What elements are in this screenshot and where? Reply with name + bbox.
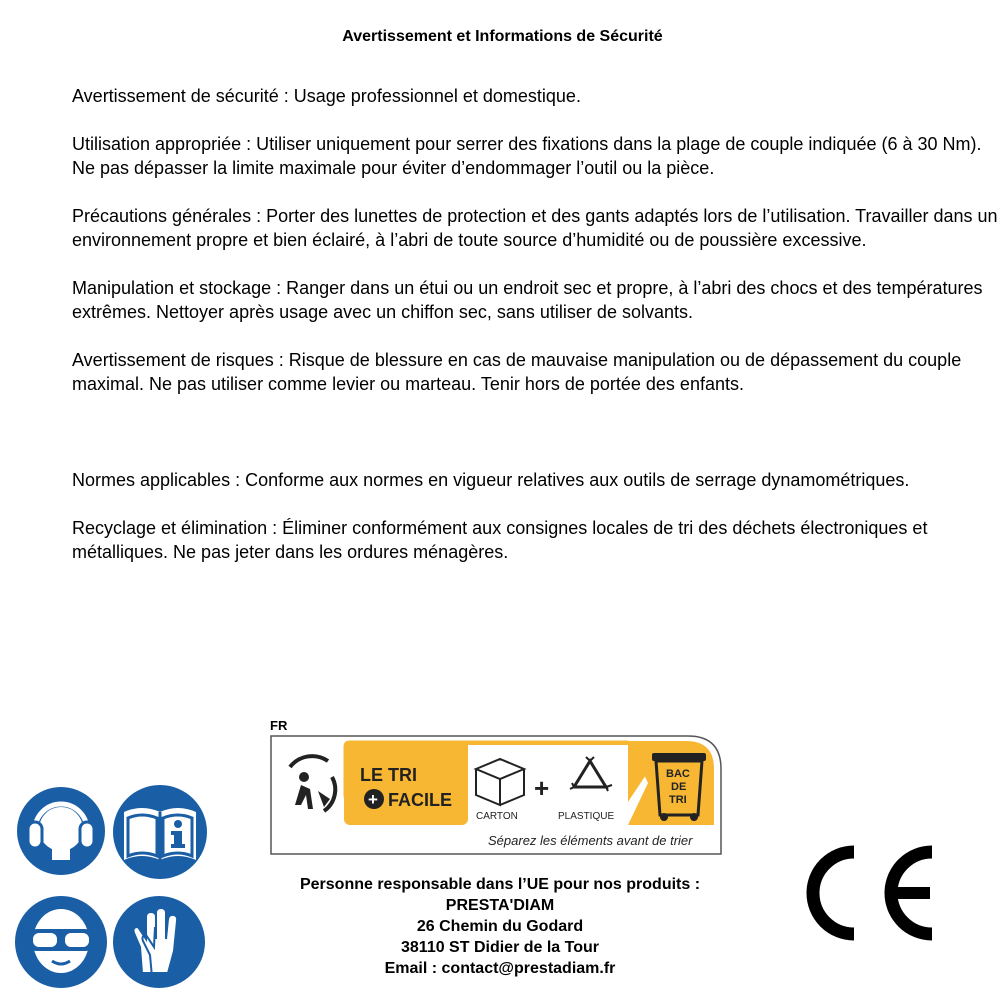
responsible-person [200,874,800,979]
triman-plus-badge: + [368,790,378,809]
bac-label-1: BAC [666,768,690,780]
paragraph-proper-use: Utilisation appropriée : Utiliser uniquement pour serrer des fixations dans la plage de couple indiquée (6 à 30 Nm). Ne pas dépasser la limite maximale pour éviter d’endommager l’outil ou la pièce. [72,134,982,178]
paragraph-storage: Manipulation et stockage : Ranger dans un étui ou un endroit sec et propre, à l’abri des chocs et des températures extrêmes. Nettoyer après usage avec un chiffon sec, sans utiliser de solvants. [72,278,983,322]
bac-label-2: DE [671,781,687,793]
responsible-email: Email : contact@prestadiam.fr [384,960,616,977]
triman-line1: LE TRI [360,765,417,785]
country-label: FR [270,718,288,733]
plastique-label: PLASTIQUE [558,811,615,822]
triman-line2: FACILE [388,790,453,810]
safety-text [72,84,1002,588]
responsible-city: 38110 ST Didier de la Tour [401,939,599,956]
paragraph-standards: Normes applicables : Conforme aux normes en vigueur relatives aux outils de serrage dynamométriques. [72,470,910,490]
gloves-icon [112,895,206,989]
read-manual-icon [110,784,210,880]
responsible-line-1: Personne responsable dans l’UE pour nos produits : [299,876,701,893]
paragraph-usage: Avertissement de sécurité : Usage professionnel et domestique. [72,86,581,106]
page-title: Avertissement et Informations de Sécurité [342,28,663,45]
triman-note: Séparez les éléments avant de trier [488,833,693,848]
bac-label-3: TRI [669,794,687,806]
responsible-street: 26 Chemin du Godard [416,918,584,935]
paragraph-recycling: Recyclage et élimination : Éliminer conformément aux consignes locales de tri des déchets électroniques et métalliques. Ne pas jeter dans les ordures ménagères. [72,518,928,562]
plus-sign: + [534,773,550,803]
triman-info-tri [268,733,724,857]
ce-mark-icon [796,842,938,944]
paragraph-precautions: Précautions générales : Porter des lunettes de protection et des gants adaptés lors de l’utilisation. Travailler dans un environnement propre et bien éclairé, à l’abri de toute source d’humidité ou de poussière excessive. [72,206,998,250]
ear-protection-icon [14,784,108,878]
safety-glasses-icon [14,895,108,989]
carton-label: CARTON [476,811,518,822]
paragraph-risks: Avertissement de risques : Risque de blessure en cas de mauvaise manipulation ou de dépassement du couple maximal. Ne pas utiliser comme levier ou marteau. Tenir hors de portée des enfants. [72,350,962,394]
responsible-company: PRESTA'DIAM [445,897,555,914]
